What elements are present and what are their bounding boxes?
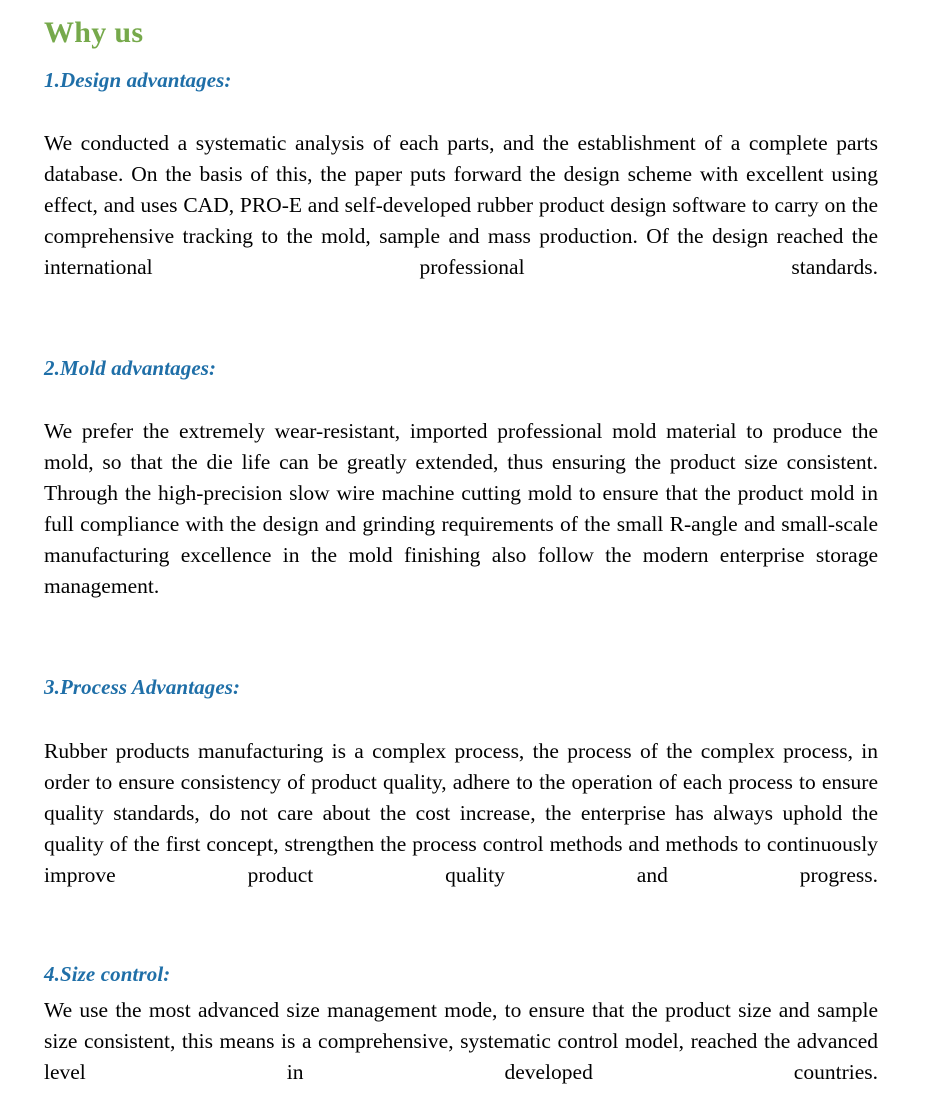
section-body-design-advantages: We conducted a systematic analysis of each parts, and the establishment of a complete parts database. On the basis of this, the paper puts forward the design scheme with excellent using effect, and uses CAD, PRO-E and self-developed rubber product design software to carry on the comprehensive tracking to the mold, sample and mass production. Of the design reached the international professional standards. <box>44 130 878 279</box>
section-heading-mold-advantages: 2.Mold advantages: <box>44 355 217 380</box>
section-body-mold-advantages: We prefer the extremely wear-resistant, imported professional mold material to produce the mold, so that the die life can be greatly extended, thus ensuring the product size consistent. Through the high-precision slow wire machine cutting mold to ensure that the product mold in full compliance with the design and grinding requirements of the small R-angle and small-scale manufacturing excellence in the mold finishing also follow the modern enterprise storage management. <box>44 419 878 599</box>
section-heading-design-advantages: 1.Design advantages: <box>44 67 232 92</box>
section-body-process-advantages: Rubber products manufacturing is a complex process, the process of the complex process, in order to ensure consistency of product quality, adhere to the operation of each process to ensure quality standards, do not care about the cost increase, the enterprise has always uphold the quality of the first concept, strengthen the process control methods and methods to continuously improve product quality and progress. <box>44 738 878 887</box>
page-title: Why us <box>44 16 144 49</box>
section-body-size-control: We use the most advanced size management mode, to ensure that the product size and sample size consistent, this means is a comprehensive, systematic control model, reached the advanced level in developed countries. <box>44 997 878 1084</box>
section-heading-size-control: 4.Size control: <box>44 961 171 986</box>
section-heading-process-advantages: 3.Process Advantages: <box>44 675 241 700</box>
